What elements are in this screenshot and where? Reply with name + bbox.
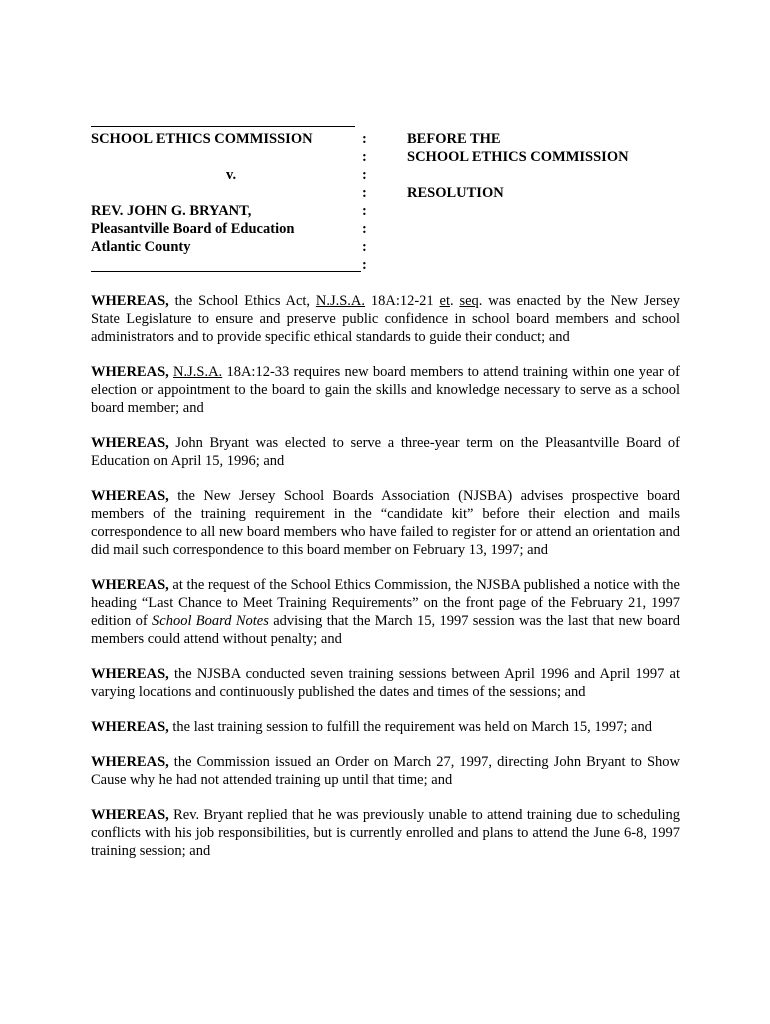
whereas-paragraph	[91, 718, 680, 736]
publication-title: School Board Notes	[152, 613, 269, 629]
paragraph-text: 18A:12-21	[365, 293, 440, 309]
caption-colon: :	[362, 257, 367, 273]
caption-respondent: REV. JOHN G. BRYANT,	[91, 203, 252, 219]
whereas-keyword: WHEREAS,	[91, 807, 169, 823]
whereas-paragraph	[91, 753, 680, 789]
caption-county: Atlantic County	[91, 239, 191, 255]
paragraph-text: the New Jersey School Boards Association (NJSBA) advises prospective board members of the training requirement in the “candidate kit” before their election and mails correspondence to all new board members who have failed to register for or attend an orientation and did mail such correspondence to this board member on February 13, 1997; and	[91, 488, 680, 558]
whereas-keyword: WHEREAS,	[91, 435, 169, 451]
caption-top-rule	[91, 126, 355, 127]
resolution-body	[91, 292, 680, 877]
whereas-paragraph	[91, 434, 680, 470]
caption-before-the: BEFORE THE	[407, 131, 501, 147]
whereas-paragraph	[91, 665, 680, 701]
citation-text: N.J.S.A.	[315, 293, 366, 309]
caption-commission-name: SCHOOL ETHICS COMMISSION	[407, 149, 629, 165]
caption-colon: :	[362, 239, 367, 255]
whereas-keyword: WHEREAS,	[91, 666, 169, 682]
whereas-paragraph	[91, 487, 680, 559]
paragraph-text: advising that the March 15, 1997 session was the last that new board members could attend without penalty; and	[91, 613, 680, 647]
caption-versus: v.	[226, 167, 237, 183]
caption-parties	[91, 130, 361, 256]
paragraph-text: . was enacted by the New Jersey State Legislature to ensure and preserve public confidence in school board members and school administrators and to provide specific ethical standards to guide their conduct; and	[91, 293, 680, 345]
paragraph-text: Rev. Bryant replied that he was previously unable to attend training due to scheduling conflicts with his job responsibilities, but is currently enrolled and plans to attend the June 6-8, 1997 training session; and	[91, 807, 680, 859]
caption-colon-column	[362, 130, 374, 274]
citation-text: N.J.S.A.	[173, 364, 223, 380]
whereas-paragraph	[91, 806, 680, 860]
citation-text: et	[439, 293, 450, 309]
caption-colon: :	[362, 149, 367, 165]
whereas-keyword: WHEREAS,	[91, 719, 169, 735]
caption-colon: :	[362, 221, 367, 237]
caption-board: Pleasantville Board of Education	[91, 221, 295, 237]
whereas-paragraph	[91, 576, 680, 648]
caption-colon: :	[362, 203, 367, 219]
caption-tribunal	[407, 130, 687, 202]
caption-colon: :	[362, 131, 367, 147]
whereas-keyword: WHEREAS,	[91, 577, 169, 593]
document-title: RESOLUTION	[407, 185, 504, 201]
paragraph-text: John Bryant was elected to serve a three-year term on the Pleasantville Board of Education on April 15, 1996; and	[91, 435, 680, 469]
whereas-keyword: WHEREAS,	[91, 754, 169, 770]
whereas-keyword: WHEREAS,	[91, 293, 169, 309]
paragraph-text: the School Ethics Act,	[168, 293, 316, 309]
paragraph-text: 18A:12-33 requires new board members to attend training within one year of election or appointment to the board to gain the skills and knowledge necessary to serve as a school board member; and	[91, 364, 680, 416]
whereas-keyword: WHEREAS,	[91, 364, 169, 380]
whereas-paragraph	[91, 363, 680, 417]
paragraph-text: .	[449, 293, 460, 309]
caption-colon: :	[362, 185, 367, 201]
caption-complainant: SCHOOL ETHICS COMMISSION	[91, 131, 313, 147]
citation-text: seq	[459, 293, 479, 309]
caption-bottom-rule	[91, 271, 361, 272]
caption-colon: :	[362, 167, 367, 183]
paragraph-text: the Commission issued an Order on March 27, 1997, directing John Bryant to Show Cause why he had not attended training up until that time; and	[91, 754, 680, 788]
paragraph-text: the NJSBA conducted seven training sessions between April 1996 and April 1997 at varying locations and continuously published the dates and times of the sessions; and	[91, 666, 680, 700]
paragraph-text: at the request of the School Ethics Commission, the NJSBA published a notice with the heading “Last Chance to Meet Training Requirements” on the front page of the February 21, 1997 edition of	[91, 577, 680, 629]
whereas-keyword: WHEREAS,	[91, 488, 169, 504]
paragraph-text: the last training session to fulfill the requirement was held on March 15, 1997; and	[168, 719, 652, 735]
whereas-paragraph	[91, 292, 680, 346]
